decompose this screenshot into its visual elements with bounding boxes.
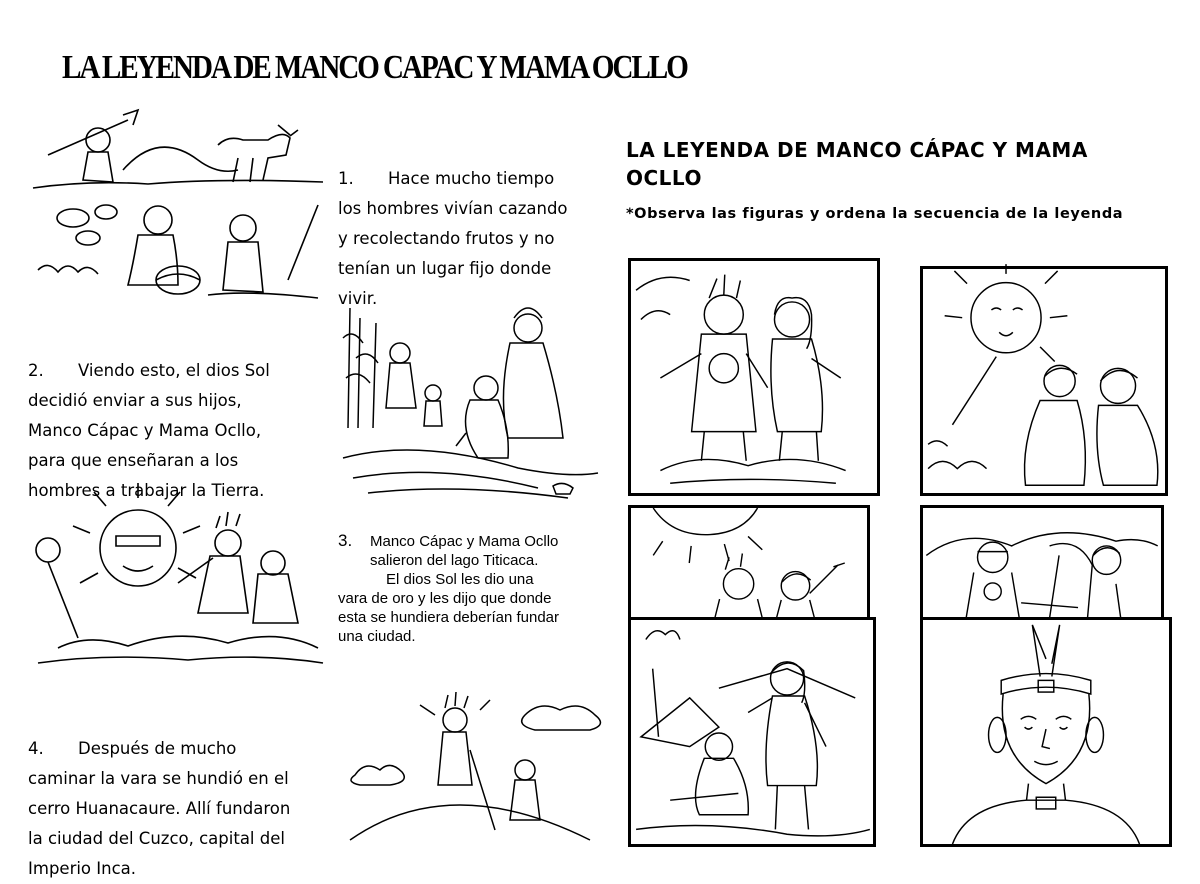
exercise-instruction: *Observa las figuras y ordena la secuencia de la leyenda [626,206,1124,222]
sequence-panel-2 [920,266,1168,496]
page-title: LA LEYENDA DE MANCO CAPAC Y MAMA OCLLO [62,49,687,86]
paragraph-4-number: 4. [28,739,44,758]
paragraph-3-line-5: esta se hundiera deberían fundar [338,609,559,626]
paragraph-2-number: 2. [28,361,44,380]
paragraph-1 [338,134,598,314]
paragraph-3 [338,531,606,646]
illustration-farming [338,298,606,503]
illustration-hill [340,690,615,845]
paragraph-3-line-1: Manco Cápac y Mama Ocllo [370,533,559,550]
paragraph-3-number: 3. [338,531,353,550]
paragraph-4-text: Después de mucho caminar la vara se hundió en el cerro Huanacaure. Allí fundaron la ciudad del Cuzco, capital del Imperio Inca. [28,739,291,878]
sequence-panel-3 [628,505,870,621]
paragraph-3-line-2: salieron del lago Titicaca. [370,552,539,569]
sequence-panel-5 [628,617,876,847]
illustration-hunting-gathering [28,100,328,305]
sequence-panel-4 [920,505,1164,621]
paragraph-3-line-6: una ciudad. [338,628,416,645]
paragraph-1-text: Hace mucho tiempo los hombres vivían cazando y recolectando frutos y no tenían un lugar fijo donde vivir. [338,169,568,308]
paragraph-1-number: 1. [338,169,354,188]
sequence-panel-6 [920,617,1172,847]
illustration-sun-children [28,488,328,668]
paragraph-3-line-3: El dios Sol les dio una [386,571,534,588]
paragraph-3-line-4: vara de oro y les dijo que donde [338,590,552,607]
paragraph-2-text: Viendo esto, el dios Sol decidió enviar a sus hijos, Manco Cápac y Mama Ocllo, para que enseñaran a los hombres a trabajar la Tierra. [28,361,270,500]
paragraph-2 [28,326,328,506]
sequence-panel-1 [628,258,880,496]
paragraph-4 [28,704,328,878]
exercise-title: LA LEYENDA DE MANCO CÁPAC Y MAMA OCLLO [626,138,1088,190]
